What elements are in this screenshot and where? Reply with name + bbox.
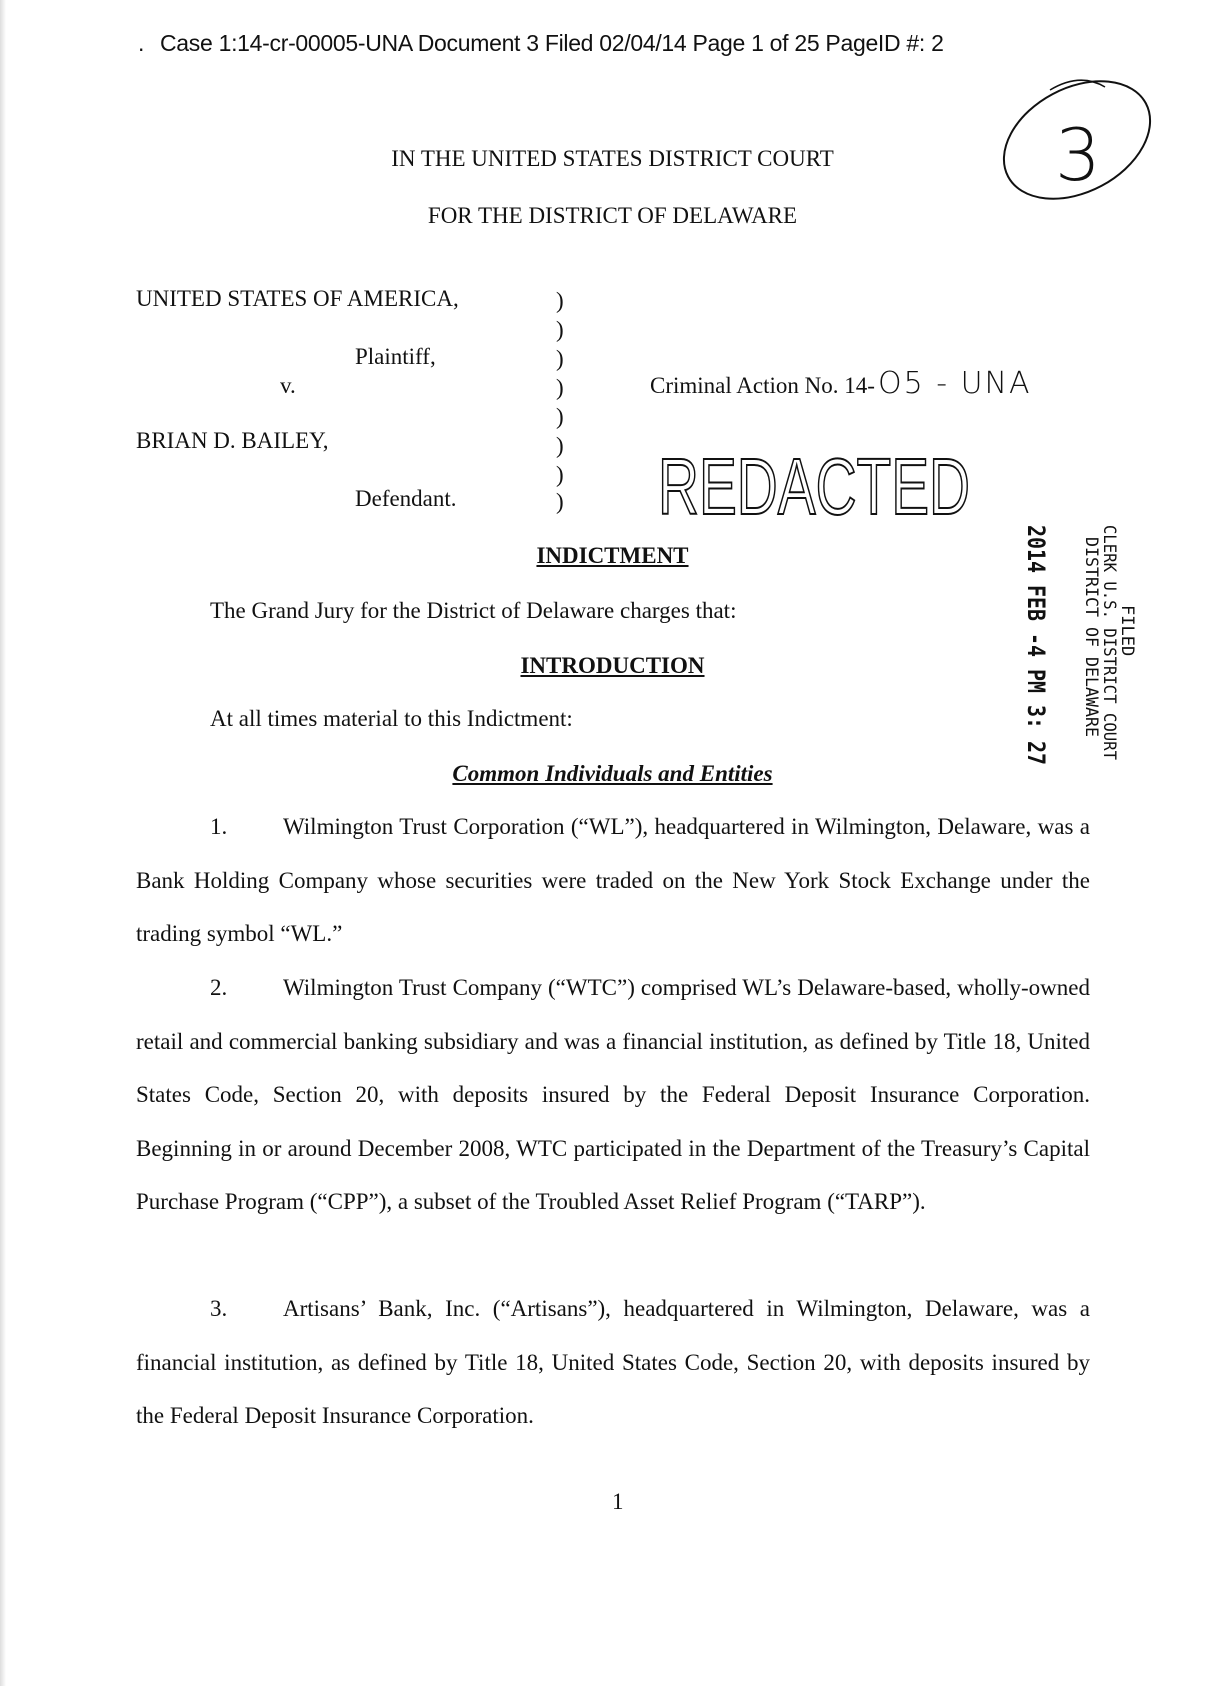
defendant-name: BRIAN D. BAILEY, (136, 428, 329, 453)
times-material: At all times material to this Indictment: (210, 706, 573, 731)
docket-number: 3 (1055, 113, 1101, 197)
paragraph-2 (136, 961, 1090, 1229)
docket-number-circle (985, 62, 1165, 212)
paragraph-text: Wilmington Trust Company (“WTC”) comprised WL’s Delaware-based, wholly-owned retail and commercial banking subsidiary and was a financial institution, as defined by Title 18, United States Code, Section 20, with deposits insured by the Federal Deposit Insurance Corporation. Beginning in or around December 2008, WTC participated in the Department of the Treasury’s Capital Purchase Program (“CPP”), a subset of the Troubled Asset Relief Program (“TARP”). (136, 975, 1090, 1214)
defendant-role: Defendant. (355, 486, 457, 511)
court-name: IN THE UNITED STATES DISTRICT COURT (391, 146, 834, 171)
indictment-title: INDICTMENT (536, 543, 689, 568)
caption-paren: ) (556, 288, 564, 313)
caption-paren: ) (556, 462, 564, 487)
filed-stamp-line3: DISTRICT OF DELAWARE (1081, 537, 1101, 742)
charges-intro: The Grand Jury for the District of Delaware charges that: (210, 598, 737, 623)
filed-stamp-line2: CLERK U.S. DISTRICT COURT (1099, 525, 1119, 781)
caption-paren: ) (556, 404, 564, 429)
paragraph-1 (136, 800, 1090, 961)
page-number: 1 (612, 1489, 624, 1514)
redacted-stamp (655, 442, 973, 531)
caption-paren: ) (556, 489, 564, 514)
paragraph-number: 1. (210, 814, 228, 839)
court-district: FOR THE DISTRICT OF DELAWARE (427, 203, 798, 228)
filed-stamp-line1: FILED (1117, 605, 1137, 657)
plaintiff-role: Plaintiff, (355, 344, 436, 369)
plaintiff-name: UNITED STATES OF AMERICA, (136, 286, 459, 311)
paragraph-3 (136, 1282, 1090, 1443)
scan-edge (0, 0, 6, 1686)
caption-paren: ) (556, 317, 564, 342)
section-heading: INTRODUCTION (520, 653, 705, 678)
header-dot: . (138, 30, 145, 56)
paragraph-text: Artisans’ Bank, Inc. (“Artisans”), headquartered in Wilmington, Delaware, was a financial institution, as defined by Title 18, United States Code, Section 20, with deposits insured by the Federal Deposit Insurance Corporation. (136, 1296, 1090, 1428)
paragraph-number: 3. (210, 1296, 228, 1321)
caption-paren: ) (556, 346, 564, 371)
ecf-header: Case 1:14-cr-00005-UNA Document 3 Filed 02/04/14 Page 1 of 25 PageID #: 2 (160, 30, 944, 56)
filed-stamp-date: 2014 FEB -4 PM 3: 27 (1022, 525, 1050, 814)
paragraph-number: 2. (210, 975, 228, 1000)
caption-paren: ) (556, 433, 564, 458)
versus: v. (280, 373, 296, 398)
caption-paren: ) (556, 375, 564, 400)
criminal-action-number-handwritten: O5 - UNA (878, 366, 1032, 401)
subsection-heading: Common Individuals and Entities (452, 761, 773, 786)
paragraph-text: Wilmington Trust Corporation (“WL”), headquartered in Wilmington, Delaware, was a Bank Holding Company whose securities were traded on the New York Stock Exchange under the trading symbol “WL.” (136, 814, 1090, 946)
criminal-action-label: Criminal Action No. 14- (650, 373, 875, 398)
redacted-stamp-text: REDACTED (658, 442, 970, 531)
